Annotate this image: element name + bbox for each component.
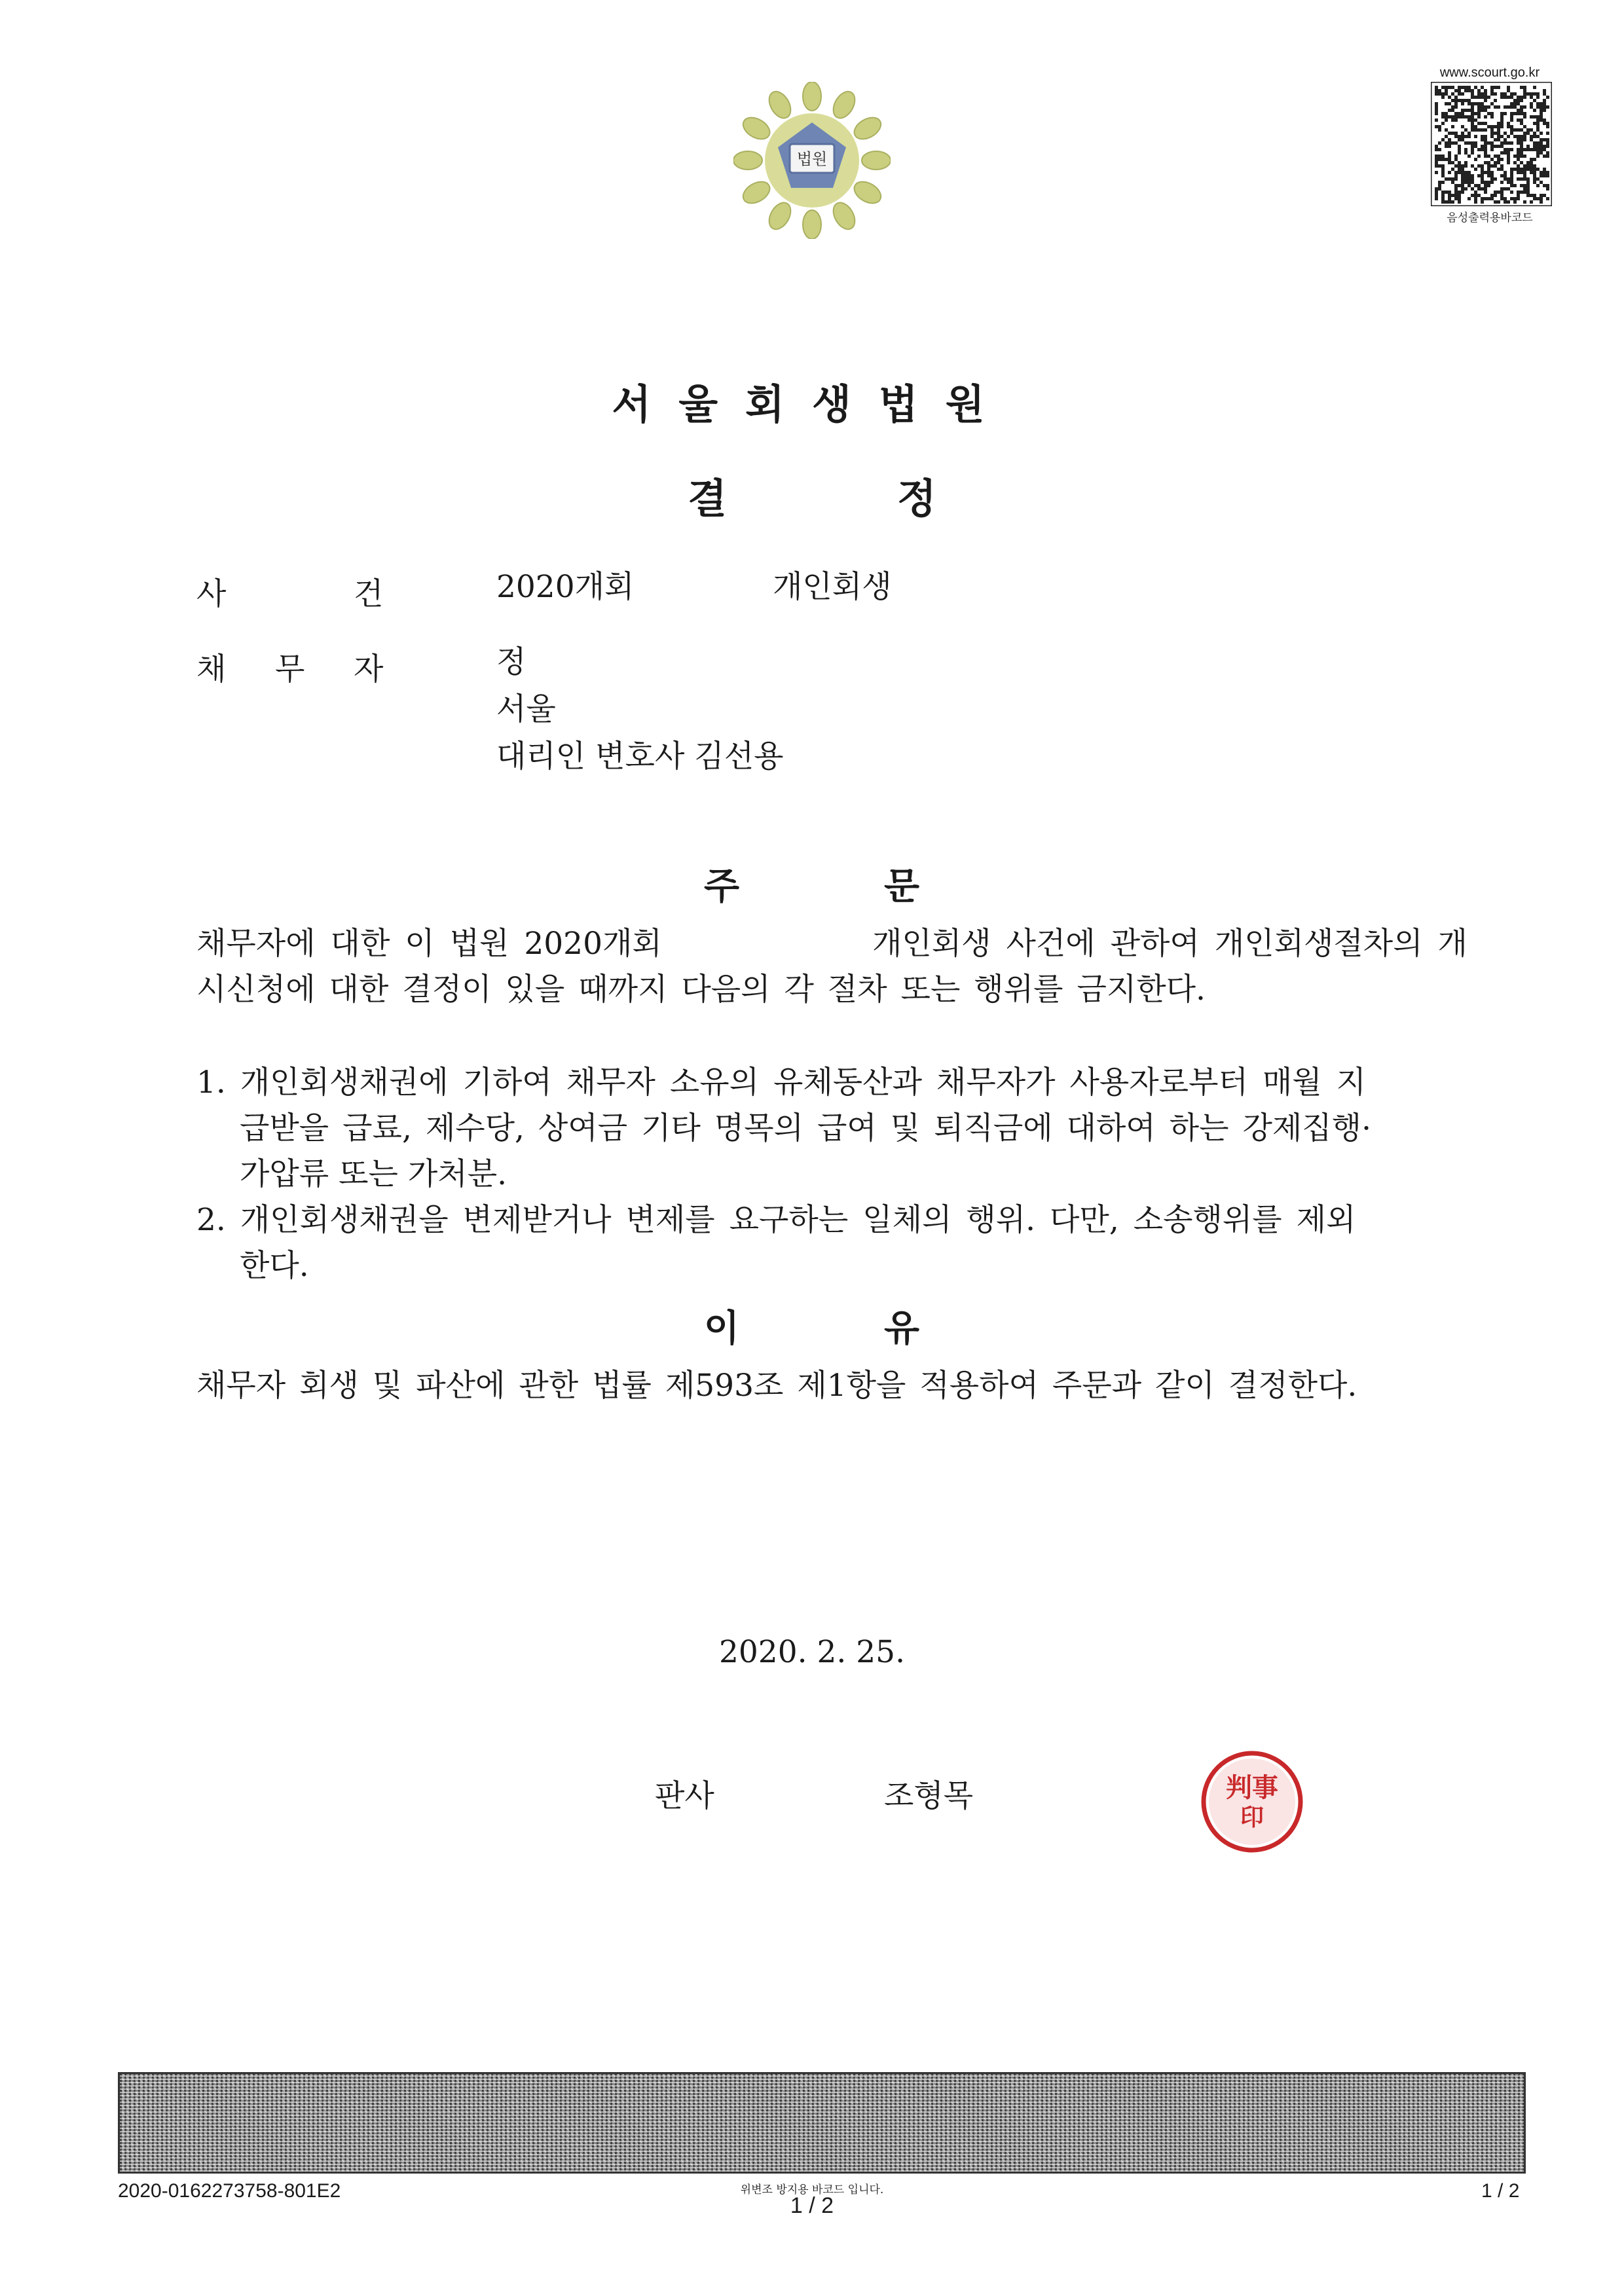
reason-heading-char-1: 이 (704, 1307, 740, 1350)
debtor-address: 서울 (496, 691, 556, 727)
order-item-1-line-1: 1. 개인회생채권에 기하여 채무자 소유의 유체동산과 채무자가 사용자로부터 매월 지 (196, 1065, 1366, 1101)
debtor-label-char-3: 자 (354, 651, 384, 687)
judge-title: 판사 (655, 1778, 714, 1814)
judge-seal (1198, 1748, 1306, 1856)
order-text-line-2: 시신청에 대한 결정이 있을 때까지 다음의 각 절차 또는 행위를 금지한다. (196, 972, 1206, 1008)
decision-date: 2020. 2. 25. (718, 1634, 906, 1670)
page-number-right: 1 / 2 (1481, 2180, 1520, 2202)
order-item-2-line-2: 한다. (240, 1248, 309, 1284)
case-number: 2020개회 (496, 569, 635, 605)
document-type: 결정 (688, 475, 1107, 522)
page-number-center: 1 / 2 (790, 2193, 834, 2218)
barcode-note: 위변조 방지용 바코드 입니다. (740, 2183, 884, 2196)
court-emblem (733, 82, 891, 239)
site-url: www.scourt.go.kr (1439, 65, 1540, 80)
debtor-label-char-1: 채 (196, 651, 227, 687)
qr-caption: 음성출력용바코드 (1447, 211, 1533, 225)
order-item-1-line-3: 가압류 또는 가처분. (240, 1156, 507, 1192)
document-id: 2020-0162273758-801E2 (118, 2180, 341, 2202)
case-label-char-2: 건 (354, 576, 384, 612)
svg-text:印: 印 (1240, 1804, 1264, 1831)
order-text-line-1: 채무자에 대한 이 법원 2020개회 개인회생 사건에 관하여 개인회생절차의 개 (196, 926, 1467, 962)
svg-text:判事: 判事 (1226, 1772, 1278, 1803)
court-emblem-icon (733, 82, 891, 239)
case-type: 개인회생 (773, 569, 892, 605)
reason-heading-char-2: 유 (884, 1307, 920, 1350)
judge-name: 조형목 (884, 1778, 974, 1814)
reason-text: 채무자 회생 및 파산에 관한 법률 제593조 제1항을 적용하여 주문과 같이 결정한다. (196, 1368, 1357, 1404)
order-heading-char-2: 문 (884, 866, 920, 908)
qr-code-icon (1431, 82, 1552, 206)
debtor-agent: 대리인 변호사 김선용 (496, 738, 784, 774)
anti-forgery-barcode (118, 2072, 1526, 2174)
order-item-2-line-1: 2. 개인회생채권을 변제받거나 변제를 요구하는 일체의 행위. 다만, 소송행위를 제외 (196, 1202, 1356, 1238)
voice-output-barcode (1431, 82, 1552, 206)
case-label-char-1: 사 (196, 576, 227, 612)
debtor-label-char-2: 무 (275, 651, 305, 687)
emblem-text: 법원 (796, 150, 828, 168)
order-item-1-line-2: 급받을 급료, 제수당, 상여금 기타 명목의 급여 및 퇴직금에 대하여 하는 강제집행· (240, 1110, 1372, 1146)
debtor-name: 정 (496, 644, 526, 680)
court-name: 서울회생법원 (612, 380, 1012, 428)
order-heading-char-1: 주 (704, 866, 740, 908)
judge-seal-icon (1198, 1748, 1306, 1856)
